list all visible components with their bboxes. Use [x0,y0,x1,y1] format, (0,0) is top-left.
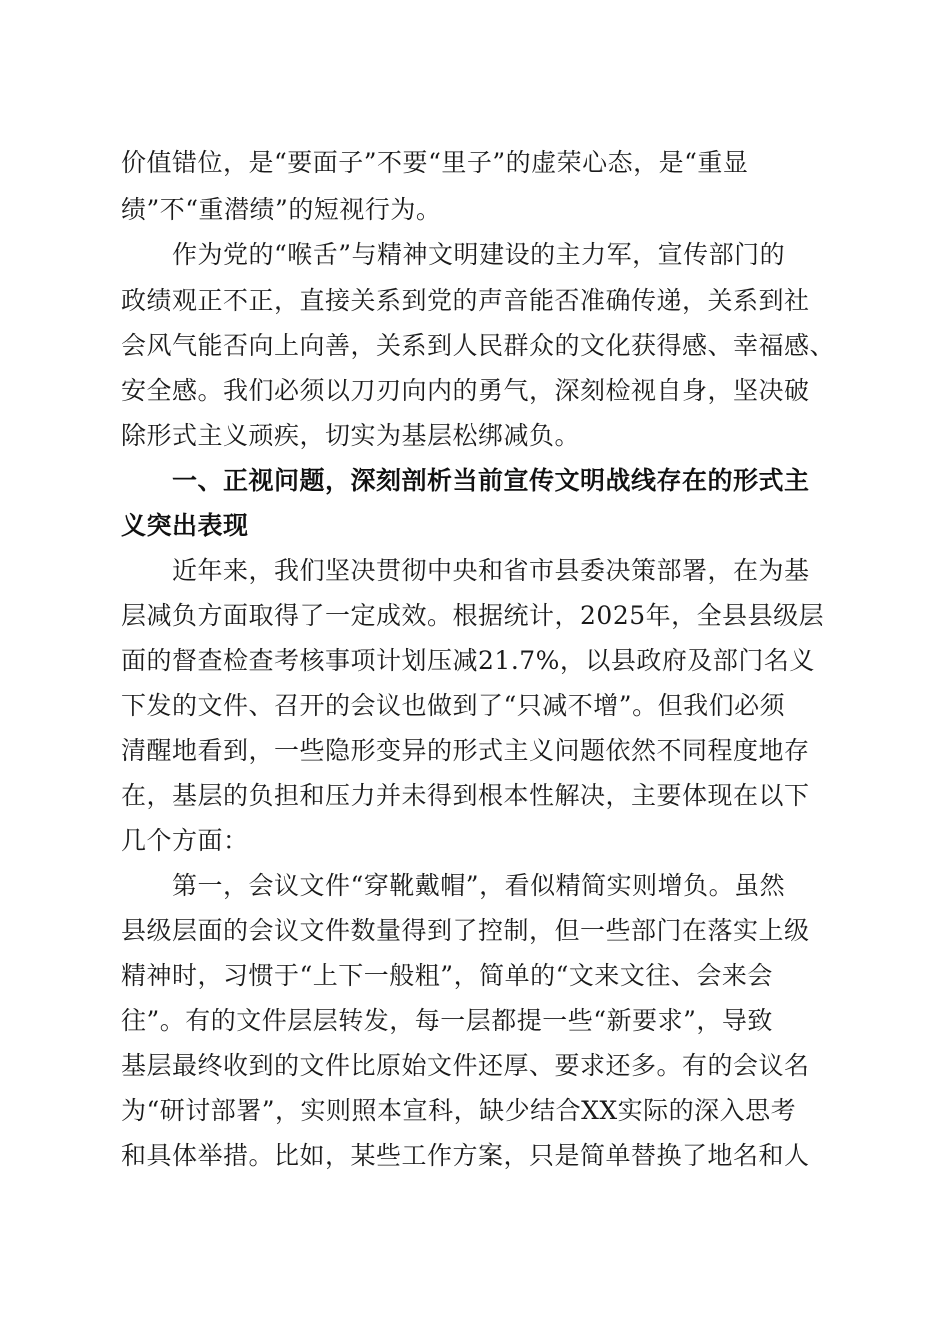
para2-line-3: 会风气能否向上向善，关系到人民群众的文化获得感、幸福感、 [121,331,836,360]
para4-line-1: 第一，会议文件“穿靴戴帽”，看似精简实则增负。虽然 [172,871,786,900]
para1-line-2: 绩”不“重潜绩”的短视行为。 [121,195,442,224]
para4-line-5: 基层最终收到的文件比原始文件还厚、要求还多。有的会议名 [121,1051,810,1080]
para4-line-3: 精神时，习惯于“上下一般粗”，简单的“文来文往、会来会 [121,961,773,990]
para3-line-5: 清醒地看到，一些隐形变异的形式主义问题依然不同程度地存 [121,736,810,765]
para3-line-2: 层减负方面取得了一定成效。根据统计，2025年，全县县级层 [121,601,825,630]
para2-line-2: 政绩观正不正，直接关系到党的声音能否准确传递，关系到社 [121,286,810,315]
para4-line-6: 为“研讨部署”，实则照本宣科，缺少结合XX实际的深入思考 [121,1096,797,1125]
para2-line-1: 作为党的“喉舌”与精神文明建设的主力军，宣传部门的 [172,240,786,269]
para3-line-7: 几个方面： [121,826,249,855]
para1-line-1: 价值错位，是“要面子”不要“里子”的虚荣心态，是“重显 [121,148,749,177]
para3-line-1: 近年来，我们坚决贯彻中央和省市县委决策部署，在为基 [172,556,810,585]
para4-line-4: 往”。有的文件层层转发，每一层都提一些“新要求”，导致 [121,1006,773,1035]
para2-line-4: 安全感。我们必须以刀刃向内的勇气，深刻检视自身，坚决破 [121,376,810,405]
section-heading-line-2: 义突出表现 [121,511,249,540]
para3-line-6: 在，基层的负担和压力并未得到根本性解决，主要体现在以下 [121,781,810,810]
para2-line-5: 除形式主义顽疾，切实为基层松绑减负。 [121,421,581,450]
section-heading-line-1: 一、正视问题，深刻剖析当前宣传文明战线存在的形式主 [172,466,810,495]
para4-line-7: 和具体举措。比如，某些工作方案，只是简单替换了地名和人 [121,1141,810,1170]
para3-line-3: 面的督查检查考核事项计划压减21.7%，以县政府及部门名义 [121,646,815,675]
para3-line-4: 下发的文件、召开的会议也做到了“只减不增”。但我们必须 [121,691,786,720]
para4-line-2: 县级层面的会议文件数量得到了控制，但一些部门在落实上级 [121,916,810,945]
